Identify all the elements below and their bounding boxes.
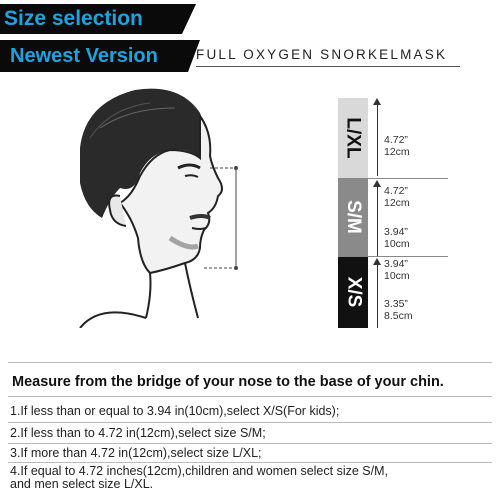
instruction-item: 2.If less than to 4.72 in(12cm),select size S/M; (10, 426, 266, 440)
size-s-m-bar (338, 178, 368, 256)
instruction-item: 4.If equal to 4.72 inches(12cm),children and women select size S/M, (10, 464, 388, 478)
subtitle-underline (196, 66, 460, 67)
product-subtitle: FULL OXYGEN SNORKELMASK (196, 47, 448, 62)
instruction-item: 3.If more than 4.72 in(12cm),select size L/XL; (10, 446, 262, 460)
divider (8, 443, 492, 444)
instruction-item: 1.If less than or equal to 3.94 in(10cm),select X/S(For kids); (10, 404, 340, 418)
measure-line (377, 264, 378, 328)
size-l-xl-bar (338, 98, 368, 178)
divider (8, 396, 492, 397)
face-profile-icon (40, 78, 270, 328)
size-l-xl-label: L/XL (343, 117, 365, 159)
size-x-s-bar (338, 256, 368, 328)
divider (338, 256, 448, 257)
instructions-heading: Measure from the bridge of your nose to the base of your chin. (12, 374, 444, 390)
divider (338, 178, 448, 179)
divider (8, 362, 492, 363)
size-x-s-label: X/S (343, 276, 364, 308)
x-s-bottom-measure: 3.35” 8.5cm (384, 298, 413, 322)
instruction-item: and men select size L/XL. (10, 477, 154, 491)
s-m-bottom-measure: 3.94” 10cm (384, 226, 410, 250)
banner-tail (182, 4, 196, 34)
divider (8, 462, 492, 463)
newest-version-banner: Newest Version (0, 40, 188, 72)
size-s-m-label: S/M (343, 200, 364, 234)
s-m-top-measure: 4.72” 12cm (384, 185, 410, 209)
measure-line (377, 186, 378, 256)
divider (8, 422, 492, 423)
l-xl-top-measure: 4.72” 12cm (384, 134, 410, 158)
measure-line (377, 104, 378, 176)
size-selection-banner: Size selection (0, 4, 182, 34)
x-s-top-measure: 3.94” 10cm (384, 258, 410, 282)
